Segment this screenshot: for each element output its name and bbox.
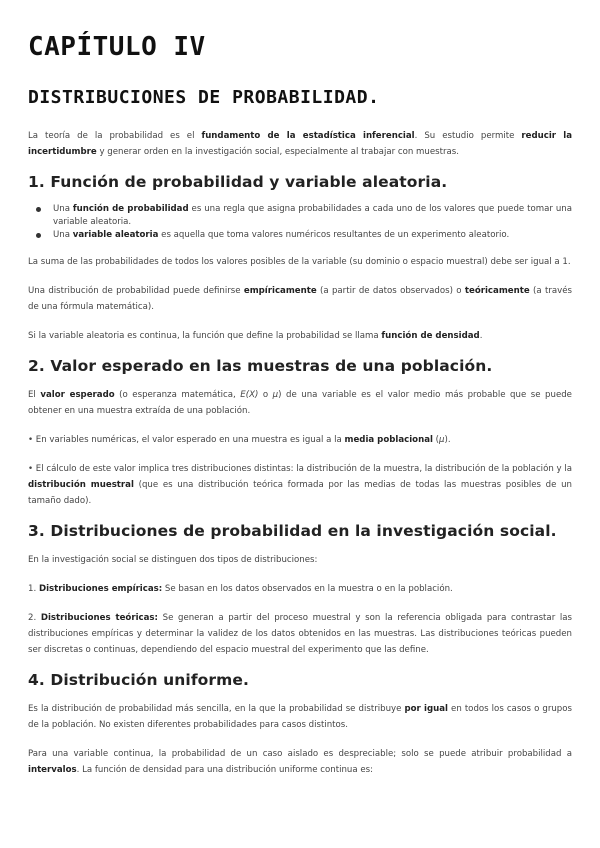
chapter-title: CAPÍTULO IV [28, 32, 206, 62]
section-2-paragraph: • En variables numéricas, el valor esperado en una muestra es igual a la media poblacional (μ). [28, 435, 451, 445]
section-3-paragraph: 2. Distribuciones teóricas: Se generan a partir del proceso muestral y son la referencia obligada para contrastar las distribuciones empíricas y determinar la validez de los datos obtenidos en las muestras. Las distribuciones teóricas pueden ser discretas o continuas, dependiendo del espacio muestral del experimento que las define. [28, 613, 572, 655]
document-body [28, 128, 572, 791]
chapter-subtitle: DISTRIBUCIONES DE PROBABILIDAD. [28, 87, 380, 108]
section-1-heading: 1. Función de probabilidad y variable aleatoria. [28, 173, 448, 191]
list-item: Una función de probabilidad es una regla que asigna probabilidades a cada uno de los valores que puede tomar una variable aleatoria. [28, 203, 572, 229]
bullet-icon [36, 233, 41, 238]
bullet-icon [36, 207, 41, 212]
section-4-heading: 4. Distribución uniforme. [28, 671, 250, 689]
section-2-heading: 2. Valor esperado en las muestras de una población. [28, 357, 493, 375]
list-item: Una variable aleatoria es aquella que toma valores numéricos resultantes de un experimento aleatorio. [28, 229, 572, 242]
section-1-paragraph: Una distribución de probabilidad puede definirse empíricamente (a partir de datos observados) o teóricamente (a través de una fórmula matemática). [28, 286, 572, 312]
intro-paragraph: La teoría de la probabilidad es el fundamento de la estadística inferencial. Su estudio permite reducir la incertidumbre y generar orden en la investigación social, especialmente al trabajar con muestras. [28, 131, 573, 157]
section-1-paragraph: La suma de las probabilidades de todos los valores posibles de la variable (su dominio o espacio muestral) debe ser igual a 1. [28, 257, 571, 267]
section-3-heading: 3. Distribuciones de probabilidad en la investigación social. [28, 522, 557, 540]
section-3-paragraph: En la investigación social se distinguen dos tipos de distribuciones: [28, 555, 318, 565]
section-1-paragraph: Si la variable aleatoria es continua, la función que define la probabilidad se llama función de densidad. [28, 331, 483, 341]
section-2-paragraph: El valor esperado (o esperanza matemática, E(X) o μ) de una variable es el valor medio más probable que se puede obtener en una muestra extraída de una población. [28, 390, 572, 416]
section-1-list [28, 203, 572, 242]
section-4-paragraph: Para una variable continua, la probabilidad de un caso aislado es despreciable; solo se puede atribuir probabilidad a intervalos. La función de densidad para una distribución uniforme continua es: [28, 749, 572, 775]
section-4-paragraph: Es la distribución de probabilidad más sencilla, en la que la probabilidad se distribuye por igual en todos los casos o grupos de la población. No existen diferentes probabilidades para casos distintos. [28, 704, 572, 730]
section-3-paragraph: 1. Distribuciones empíricas: Se basan en los datos observados en la muestra o en la población. [28, 584, 453, 594]
section-2-paragraph: • El cálculo de este valor implica tres distribuciones distintas: la distribución de la muestra, la distribución de la población y la distribución muestral (que es una distribución teórica formada por las medias de todas las muestras posibles de un tamaño dado). [28, 464, 572, 506]
